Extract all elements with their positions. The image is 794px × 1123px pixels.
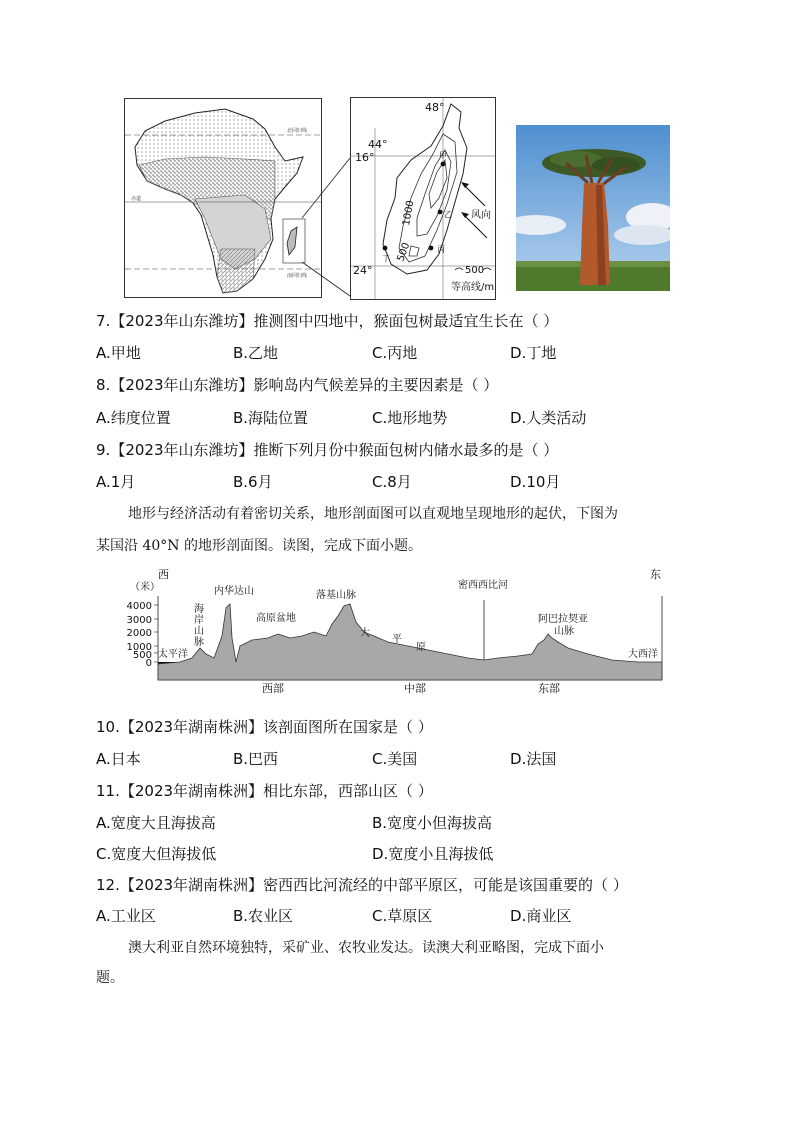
contour-1000-label: 1000 <box>401 199 417 227</box>
question-source: 【2023年山东潍坊】 <box>110 312 254 330</box>
q9-option-b[interactable]: B.6月 <box>233 473 273 491</box>
wind-label: 风向 <box>471 210 491 221</box>
point-ding-label: 丁 <box>382 254 390 263</box>
question-source: 【2023年山东潍坊】 <box>110 441 254 459</box>
q10-option-d[interactable]: D.法国 <box>510 750 557 768</box>
q7-option-c[interactable]: C.丙地 <box>372 344 418 362</box>
question-stem: 推测图中四地中，猴面包树最适宜生长在（ ） <box>253 312 559 330</box>
baobab-photo <box>516 125 670 291</box>
q12-option-a[interactable]: A.工业区 <box>96 907 156 925</box>
question-stem: 密西西比河流经的中部平原区，可能是该国重要的（ ） <box>263 876 628 894</box>
q8-option-a[interactable]: A.纬度位置 <box>96 409 171 427</box>
question-number: 8. <box>96 376 111 394</box>
tick-1000: 1000 <box>126 642 152 653</box>
region-middle: 中部 <box>404 682 426 695</box>
region-west: 西部 <box>262 682 284 695</box>
contour-500-label: 500 <box>395 241 413 264</box>
intro-paragraph-3-line2: 题。 <box>96 970 124 986</box>
q10-option-c[interactable]: C.美国 <box>372 750 418 768</box>
question-source: 【2023年湖南株洲】 <box>119 876 264 894</box>
appalachian-label-2: 山脉 <box>554 626 574 637</box>
unit-label: （米） <box>130 582 160 593</box>
q11-option-c[interactable]: C.宽度大但海拔低 <box>96 845 217 863</box>
plain-char1: 大 <box>360 628 370 639</box>
tick-2000: 2000 <box>126 628 152 639</box>
q11-option-a[interactable]: A.宽度大且海拔高 <box>96 814 216 832</box>
basin-label: 高原盆地 <box>256 613 296 624</box>
question-stem: 相比东部，西部山区（ ） <box>263 782 433 800</box>
tick-4000: 4000 <box>126 601 152 612</box>
lat-16-label: 16° <box>355 151 375 164</box>
question-10 <box>96 717 433 737</box>
q7-option-b[interactable]: B.乙地 <box>233 344 279 362</box>
coast-range-char3: 山 <box>194 626 204 637</box>
question-number: 7. <box>96 312 111 330</box>
point-bing-label: 丙 <box>437 245 445 254</box>
q8-option-d[interactable]: D.人类活动 <box>510 409 587 427</box>
lat-24-label: 24° <box>353 264 373 277</box>
question-12 <box>96 875 628 895</box>
question-number: 10. <box>96 718 120 736</box>
west-label: 西 <box>158 568 169 581</box>
point-bing <box>429 246 434 251</box>
lat-48-label: 48° <box>425 101 445 114</box>
question-number: 11. <box>96 782 120 800</box>
point-jia-label: 甲 <box>439 151 447 160</box>
legend-contour-label: 等高线/m <box>451 282 495 293</box>
region-east: 东部 <box>538 682 560 695</box>
intro-paragraph-2-line1: 地形与经济活动有着密切关系，地形剖面图可以直观地呈现地形的起伏，下图为 <box>128 506 618 522</box>
question-7 <box>96 311 558 331</box>
east-label: 东 <box>650 568 661 581</box>
q7-option-a[interactable]: A.甲地 <box>96 344 141 362</box>
point-jia <box>441 162 446 167</box>
terrain-profile-chart <box>118 566 670 700</box>
lon-44-label: 44° <box>368 138 388 151</box>
question-source: 【2023年山东潍坊】 <box>110 376 254 394</box>
q9-option-a[interactable]: A.1月 <box>96 473 136 491</box>
question-number: 9. <box>96 441 111 459</box>
q8-option-b[interactable]: B.海陆位置 <box>233 409 309 427</box>
pacific-label: 太平洋 <box>158 649 188 660</box>
point-yi <box>438 210 443 215</box>
coast-range-char1: 海 <box>194 604 204 615</box>
question-9 <box>96 440 558 460</box>
intro-paragraph-3-line1: 澳大利亚自然环境独特，采矿业、农牧业发达。读澳大利亚略图，完成下面小 <box>128 940 604 956</box>
point-yi-label: 乙 <box>444 210 452 219</box>
question-8 <box>96 375 498 395</box>
q9-option-d[interactable]: D.10月 <box>510 473 561 491</box>
question-stem: 影响岛内气候差异的主要因素是（ ） <box>253 376 499 394</box>
plain-char2: 平 <box>392 634 402 645</box>
tick-0: 0 <box>145 658 152 669</box>
sierra-nevada-label: 内华达山 <box>214 586 254 597</box>
question-stem: 该剖面图所在国家是（ ） <box>263 718 433 736</box>
q12-option-b[interactable]: B.农业区 <box>233 907 294 925</box>
question-stem: 推断下列月份中猴面包树内储水最多的是（ ） <box>253 441 559 459</box>
q9-option-c[interactable]: C.8月 <box>372 473 412 491</box>
q10-option-b[interactable]: B.巴西 <box>233 750 279 768</box>
coast-range-char4: 脉 <box>194 637 204 648</box>
question-number: 12. <box>96 876 120 894</box>
appalachian-label-1: 阿巴拉契亚 <box>538 614 588 625</box>
q12-option-c[interactable]: C.草原区 <box>372 907 433 925</box>
atlantic-label: 大西洋 <box>628 649 658 660</box>
plain-char3: 原 <box>416 642 426 653</box>
intro-paragraph-2-line2: 某国沿 40°N 的地形剖面图。读图，完成下面小题。 <box>96 538 422 554</box>
q10-option-a[interactable]: A.日本 <box>96 750 141 768</box>
tick-500: 500 <box>132 650 152 661</box>
rockies-label: 落基山脉 <box>316 590 356 601</box>
q11-option-d[interactable]: D.宽度小且海拔低 <box>372 845 494 863</box>
q11-option-b[interactable]: B.宽度小但海拔高 <box>372 814 493 832</box>
q8-option-c[interactable]: C.地形地势 <box>372 409 448 427</box>
mississippi-label: 密西西比河 <box>458 580 508 591</box>
point-ding <box>383 246 388 251</box>
coast-range-char2: 岸 <box>194 615 204 626</box>
legend-500-label: 500 <box>465 265 485 276</box>
q7-option-d[interactable]: D.丁地 <box>510 344 557 362</box>
tropic-south-label: 南回归线 <box>287 273 308 279</box>
africa-map <box>124 98 322 298</box>
q12-option-d[interactable]: D.商业区 <box>510 907 572 925</box>
question-source: 【2023年湖南株洲】 <box>119 782 264 800</box>
question-11 <box>96 781 433 801</box>
tick-3000: 3000 <box>126 615 152 626</box>
tropic-north-label: 北回归线 <box>287 128 308 134</box>
question-source: 【2023年湖南株洲】 <box>119 718 264 736</box>
equator-label: 赤道 <box>131 196 142 202</box>
madagascar-contour-map <box>350 97 496 300</box>
